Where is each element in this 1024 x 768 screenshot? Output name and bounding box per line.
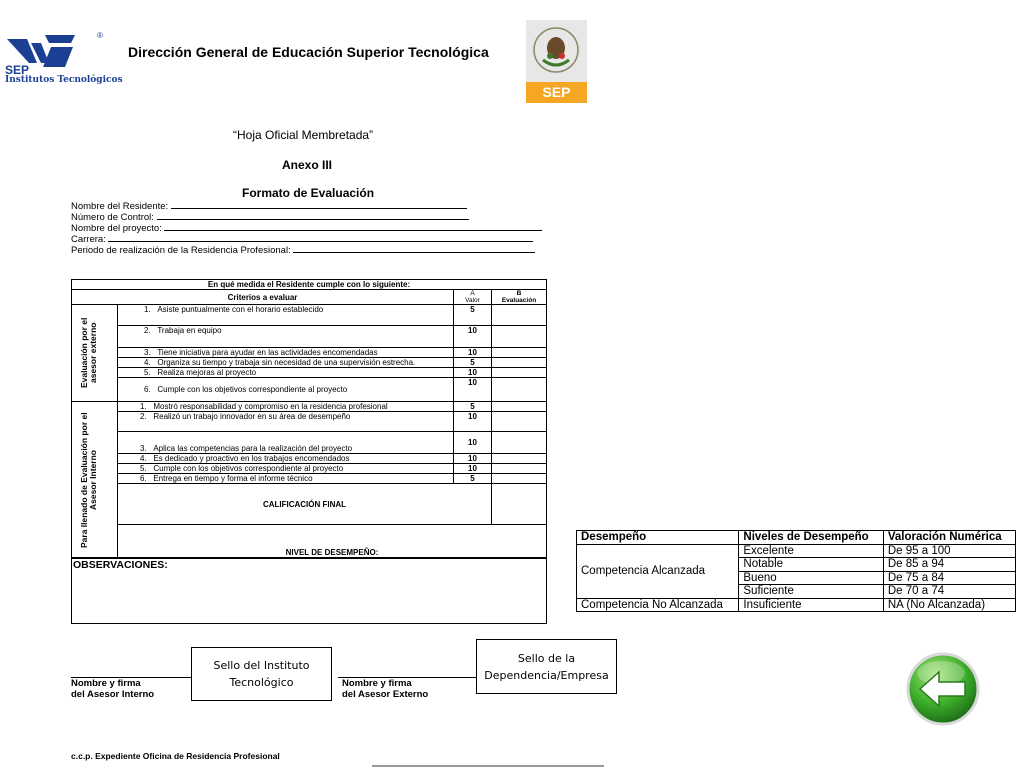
evaluation-cell[interactable]	[492, 378, 547, 402]
evaluation-cell[interactable]	[492, 474, 547, 484]
criterion-value: 10	[454, 464, 492, 474]
criterion-text: Cumple con los objetivos correspondiente al proyecto	[157, 385, 348, 394]
criterion-number: 6.	[144, 385, 151, 394]
footer-ccp: c.c.p. Expediente Oficina de Residencia Profesional	[71, 751, 280, 761]
evaluation-cell[interactable]	[492, 412, 547, 432]
criterion-number: 6.	[140, 474, 147, 483]
criterion-text: Tiene iniciativa para ayudar en las actividades encomendadas	[157, 348, 378, 357]
criterion-number: 1.	[140, 402, 147, 411]
evaluation-cell[interactable]	[492, 402, 547, 412]
external-advisor-sign	[342, 678, 428, 700]
col-a-letter: A	[470, 290, 475, 297]
formato-title: Formato de Evaluación	[242, 186, 375, 200]
registered-mark: ®	[97, 31, 103, 40]
field-blank[interactable]	[164, 222, 542, 231]
field-periodo	[71, 244, 535, 256]
evaluation-cell[interactable]	[492, 464, 547, 474]
field-blank[interactable]	[171, 200, 467, 209]
col-b-letter: B	[516, 290, 522, 297]
criterion-value: 10	[454, 326, 492, 348]
field-label: Carrera:	[71, 234, 106, 245]
anexo-title: Anexo III	[282, 158, 333, 172]
criterion-value: 10	[454, 348, 492, 358]
sep-logo-subtext: Institutos Tecnológicos	[5, 75, 123, 85]
criterion-number: 5.	[144, 368, 151, 377]
criterion-text: Aplica las competencias para la realización del proyecto	[153, 444, 353, 453]
field-label: Nombre del proyecto:	[71, 223, 162, 234]
field-label: Nombre del Residente:	[71, 201, 169, 212]
evaluation-cell[interactable]	[492, 326, 547, 348]
criterion-number: 1.	[144, 305, 151, 314]
criterion-number: 3.	[140, 444, 147, 453]
col-a-header	[454, 290, 492, 305]
evaluation-table	[71, 279, 547, 558]
field-label: Periodo de realización de la Residencia Profesional:	[71, 245, 291, 256]
criterion-row	[118, 358, 454, 368]
criterion-row	[118, 402, 454, 412]
level-range: De 85 a 94	[883, 558, 1015, 572]
field-blank[interactable]	[157, 211, 469, 220]
criterion-text: Entrega en tiempo y forma el informe técnico	[153, 474, 313, 483]
criterion-value: 5	[454, 474, 492, 484]
criterion-value: 5	[454, 402, 492, 412]
level-name: Insuficiente	[739, 598, 883, 612]
competence-reached: Competencia Alcanzada	[577, 544, 739, 598]
external-sign-line1: Nombre y firma	[342, 678, 412, 689]
criterion-value: 10	[454, 412, 492, 432]
back-button[interactable]	[905, 651, 981, 727]
criterion-row	[118, 464, 454, 474]
level-range: De 75 a 84	[883, 571, 1015, 585]
criterion-value: 5	[454, 305, 492, 326]
stamp-institute-line1: Sello del Instituto	[213, 659, 310, 672]
internal-sign-line1: Nombre y firma	[71, 678, 141, 689]
criterion-row	[118, 432, 454, 454]
criterion-number: 3.	[144, 348, 151, 357]
criterion-row	[118, 348, 454, 358]
field-label: Número de Control:	[71, 212, 154, 223]
external-sign-line2: del Asesor Externo	[342, 689, 429, 700]
criterion-text: Realiza mejoras al proyecto	[157, 368, 257, 377]
criterion-text: Trabaja en equipo	[157, 326, 222, 335]
sep-right-logo	[526, 20, 587, 103]
level-range: NA (No Alcanzada)	[883, 598, 1015, 612]
stamp-company	[476, 639, 617, 694]
evaluation-cell[interactable]	[492, 454, 547, 464]
criterion-number: 4.	[140, 454, 147, 463]
criterion-row	[118, 474, 454, 484]
criterion-text: Asiste puntualmente con el horario establecido	[157, 305, 324, 314]
competence-not-reached: Competencia No Alcanzada	[577, 598, 739, 612]
sep-logo	[5, 31, 123, 89]
criterion-row	[118, 412, 454, 432]
observations-label: OBSERVACIONES:	[73, 559, 168, 571]
criterion-row	[118, 368, 454, 378]
membrete-title: “Hoja Oficial Membretada”	[233, 128, 374, 142]
sep-badge-text: SEP	[542, 84, 571, 100]
criterion-row	[118, 454, 454, 464]
table-header: En qué medida el Residente cumple con lo siguiente:	[72, 280, 547, 290]
criterion-number: 2.	[140, 412, 147, 421]
national-seal-icon	[526, 20, 587, 82]
criteria-header: Criterios a evaluar	[72, 290, 454, 305]
criterion-text: Realizó un trabajo innovador en su área de desempeño	[153, 412, 351, 421]
level-range: De 95 a 100	[883, 544, 1015, 558]
criterion-row	[118, 326, 454, 348]
criterion-row	[118, 378, 454, 402]
final-score-label: CALIFICACIÓN FINAL	[118, 484, 492, 525]
col-b-header	[492, 290, 547, 305]
final-score-cell[interactable]	[492, 484, 547, 525]
field-blank[interactable]	[293, 244, 535, 253]
field-blank[interactable]	[108, 233, 533, 242]
levels-header-valoracion: Valoración Numérica	[883, 531, 1015, 545]
criterion-number: 2.	[144, 326, 151, 335]
criterion-row	[118, 305, 454, 326]
criterion-text: Mostró responsabilidad y compromiso en la residencia profesional	[153, 402, 388, 411]
evaluation-cell[interactable]	[492, 358, 547, 368]
levels-table	[576, 530, 1016, 612]
internal-advisor-sign	[71, 678, 154, 700]
levels-header-desempeno: Desempeño	[577, 531, 739, 545]
level-name: Bueno	[739, 571, 883, 585]
level-range: De 70 a 74	[883, 585, 1015, 599]
criterion-value: 10	[454, 368, 492, 378]
sep-logo-text: SEP	[5, 63, 30, 77]
section-external	[72, 305, 118, 402]
col-b-sub: Evaluación	[501, 297, 537, 304]
criterion-number: 5.	[140, 464, 147, 473]
stamp-institute-line2: Tecnológico	[229, 676, 294, 689]
stamp-company-line1: Sello de la	[517, 651, 576, 665]
levels-header-niveles: Niveles de Desempeño	[739, 531, 883, 545]
criterion-value: 5	[454, 358, 492, 368]
footer-rule	[372, 765, 604, 767]
criterion-value: 10	[454, 454, 492, 464]
performance-level-label: NIVEL DE DESEMPEÑO:	[118, 525, 547, 558]
criterion-number: 4.	[144, 358, 151, 367]
internal-sign-line2: del Asesor Interno	[71, 689, 155, 700]
observations-box[interactable]	[71, 558, 547, 624]
back-arrow-icon	[905, 651, 981, 727]
level-name: Excelente	[739, 544, 883, 558]
section-internal	[72, 402, 118, 558]
evaluation-cell[interactable]	[492, 348, 547, 358]
col-a-sub: Valor	[465, 297, 480, 304]
criterion-value: 10	[454, 432, 492, 454]
header-title: Dirección General de Educación Superior Tecnológica	[128, 44, 489, 60]
criterion-text: Cumple con los objetivos correspondiente al proyecto	[153, 464, 344, 473]
evaluation-cell[interactable]	[492, 368, 547, 378]
stamp-company-line2: Dependencia/Empresa	[484, 668, 609, 682]
criterion-value: 10	[454, 378, 492, 402]
section-internal-label: Para llenado de Evaluación por el Asesor Interno	[78, 411, 98, 548]
evaluation-cell[interactable]	[492, 305, 547, 326]
level-name: Notable	[739, 558, 883, 572]
section-external-label: Evaluación por el asesor externo	[78, 317, 98, 389]
stamp-institute	[191, 647, 332, 701]
criterion-text: Organiza su tiempo y trabaja sin necesidad de una supervisión estrecha.	[157, 358, 416, 367]
criterion-text: Es dedicado y proactivo en los trabajos encomendados	[153, 454, 350, 463]
level-name: Suficiente	[739, 585, 883, 599]
evaluation-cell[interactable]	[492, 432, 547, 454]
